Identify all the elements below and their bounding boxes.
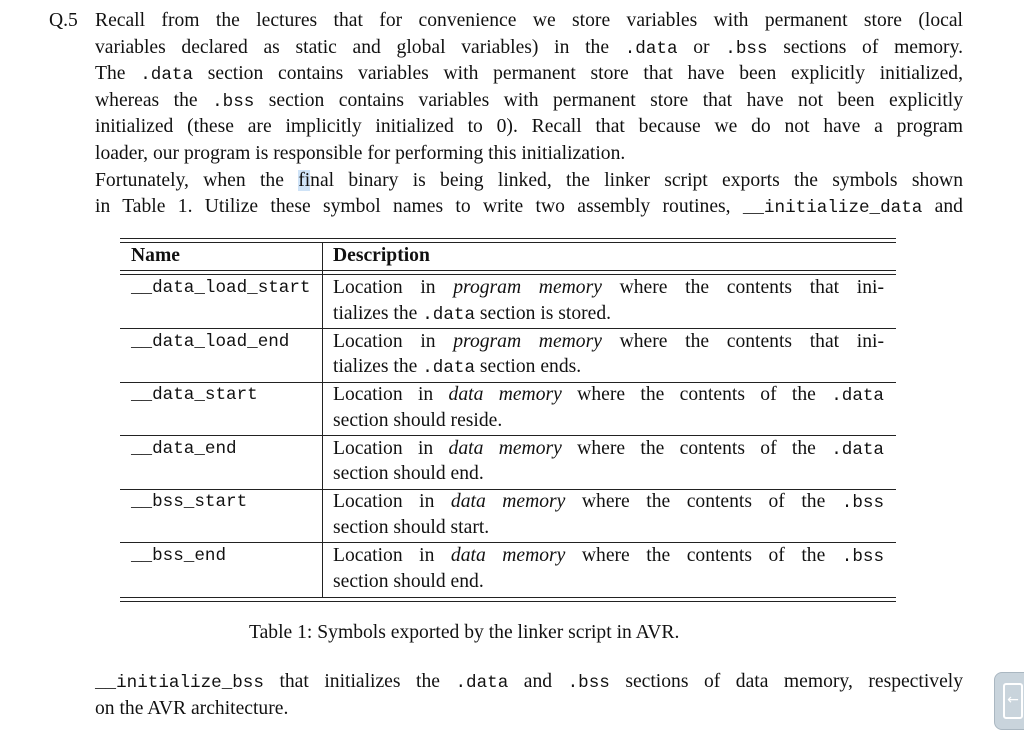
code-text: .bss (725, 38, 768, 59)
text-span: where the contents of the (561, 437, 832, 459)
table-cell-description-line (333, 569, 484, 595)
table-bottom-rule-2 (120, 601, 896, 602)
table-cell-description-line (333, 408, 502, 434)
text-span: Location in (333, 384, 449, 406)
text-span: in Table 1. Utilize these symbol names to write two assembly routines, (95, 196, 743, 218)
text-span: and (508, 671, 568, 692)
table-column-divider (322, 242, 323, 597)
text-span: where the contents that ini- (601, 277, 884, 298)
side-panel-button[interactable] (994, 672, 1024, 730)
table-header-rule (120, 270, 896, 271)
exit-icon: ← (1003, 683, 1023, 719)
text-span: Recall from the lectures that for convenience we store variables with permanent store (local (95, 10, 963, 31)
table-cell-symbol: __data_start (131, 385, 258, 406)
code-text: .bss (841, 493, 885, 514)
text-span: The (95, 63, 141, 85)
text-span: section should end. (333, 570, 484, 592)
code-text: .data (831, 439, 884, 460)
table-cell-description-line (333, 329, 884, 355)
paragraph-line (95, 669, 963, 696)
table-header-name: Name (131, 245, 180, 266)
text-span: that initializes the (263, 671, 456, 692)
table-cell-symbol: __bss_end (131, 546, 227, 566)
text-span: where the contents of the (561, 384, 832, 406)
paragraph-line (95, 168, 963, 194)
text-span: loader, our program is responsible for performing this initialization. (95, 143, 626, 164)
text-span: sections of memory. (767, 36, 963, 58)
italic-text: data memory (450, 491, 566, 513)
paragraph-line (95, 88, 963, 115)
text-span: where the contents of the (565, 545, 842, 566)
table-cell-description-line (333, 354, 581, 381)
italic-text: program memory (453, 277, 602, 298)
code-text: .bss (212, 91, 255, 112)
table-cell-description-line (333, 543, 884, 570)
table-cell-description-line (333, 382, 884, 409)
table-cell-symbol: __data_load_start (131, 278, 311, 298)
text-span: tializes the (333, 356, 423, 378)
table-top-rule (120, 238, 896, 239)
text-span: on the AVR architecture. (95, 697, 289, 719)
code-text: .bss (841, 547, 885, 567)
code-text: .data (422, 358, 476, 379)
text-span: Location in (333, 277, 454, 298)
italic-text: data memory (450, 545, 566, 566)
table-cell-description-line (333, 275, 884, 301)
paragraph-line (95, 194, 963, 221)
table-top-rule-2 (120, 242, 896, 243)
text-span: Location in (333, 330, 454, 352)
paragraph-line (95, 114, 963, 140)
code-text: .data (624, 38, 678, 59)
code-text: .data (455, 673, 509, 693)
code-text: __initialize_bss (95, 673, 264, 693)
text-span: section ends. (475, 356, 582, 378)
question-number: Q.5 (49, 10, 78, 31)
table-bottom-rule (120, 597, 896, 598)
table-cell-symbol: __data_end (131, 438, 237, 459)
text-span: Location in (333, 437, 449, 459)
text-span: section should start. (333, 516, 490, 538)
text-span: where the contents of the (565, 491, 842, 513)
text-span: fi (298, 169, 311, 191)
code-text: .data (422, 304, 476, 325)
table-cell-symbol: __bss_start (131, 492, 248, 513)
text-span: section is stored. (475, 302, 612, 324)
text-span: variables declared as static and global variables) in the (95, 36, 625, 58)
paragraph-line (95, 141, 625, 167)
text-span: section should end. (333, 463, 484, 485)
italic-text: data memory (448, 384, 562, 406)
text-span: or (677, 36, 726, 58)
paragraph-line (95, 696, 288, 722)
code-text: __initialize_data (742, 198, 923, 219)
table-cell-description-line (333, 301, 611, 328)
text-span: Location in (333, 545, 451, 566)
paragraph-line (95, 61, 963, 88)
code-text: .data (140, 65, 194, 86)
table-cell-description-line (333, 461, 484, 487)
text-span: nal binary is being linked, the linker script exports the symbols shown (310, 169, 963, 191)
text-span: section should reside. (333, 409, 503, 431)
table-header-description: Description (333, 245, 430, 266)
text-span: and (922, 196, 963, 218)
text-span: sections of data memory, respectively (609, 671, 964, 692)
text-span: section contains variables with permanent store that have not been explicitly (254, 89, 963, 111)
text-span: Fortunately, when the (95, 169, 299, 191)
paragraph-line (95, 35, 963, 62)
code-text: .data (831, 386, 884, 407)
code-text: .bss (567, 673, 610, 693)
table-cell-symbol: __data_load_end (131, 331, 290, 352)
text-span: tializes the (333, 302, 423, 324)
text-span: whereas the (95, 89, 213, 111)
text-span: where the contents that ini- (601, 330, 884, 352)
paragraph-line (95, 8, 963, 34)
table-cell-description-line (333, 515, 489, 541)
table-cell-description-line (333, 436, 884, 463)
italic-text: program memory (453, 330, 602, 352)
italic-text: data memory (448, 437, 562, 459)
table-caption: Table 1: Symbols exported by the linker script in AVR. (249, 622, 680, 643)
text-span: section contains variables with permanent store that have been explicitly initialized, (193, 63, 963, 85)
table-cell-description-line (333, 489, 884, 516)
text-span: Location in (333, 491, 451, 513)
text-span: initialized (these are implicitly initialized to 0). Recall that because we do not have a program (95, 116, 963, 138)
